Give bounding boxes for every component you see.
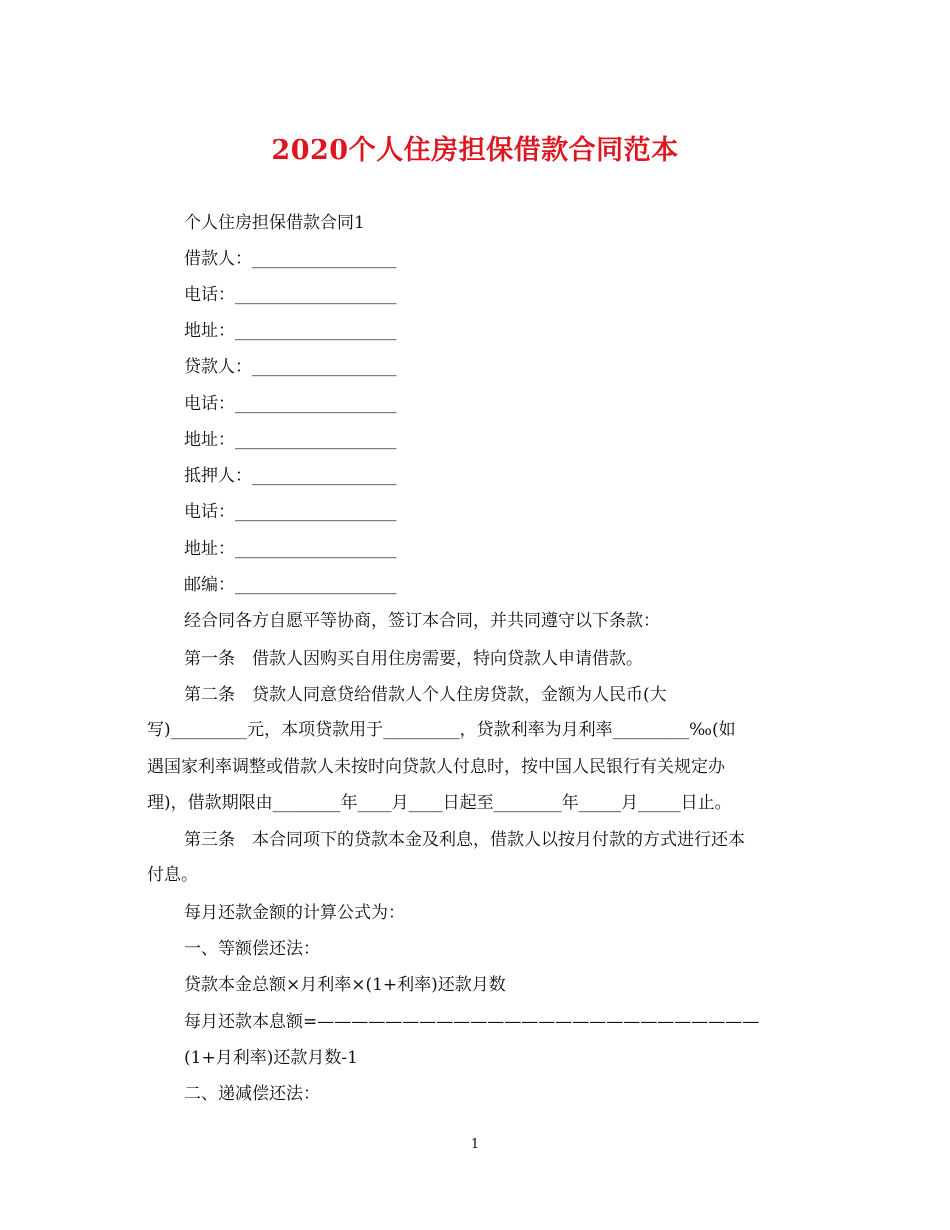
formula-intro: 每月还款金额的计算公式为： — [184, 903, 405, 923]
article-one: 第一条 借款人因购买自用住房需要，特向贷款人申请借款。 — [184, 649, 643, 669]
borrower-phone-field: 电话：___________________ — [184, 285, 397, 305]
method-two-heading: 二、递减偿还法： — [184, 1084, 320, 1104]
preamble-paragraph: 经合同各方自愿平等协商，签订本合同，并共同遵守以下条款： — [184, 611, 660, 631]
article-three-line-2: 付息。 — [147, 865, 198, 885]
mortgagor-field: 抵押人：_________________ — [184, 466, 397, 486]
lender-field: 贷款人：_________________ — [184, 357, 397, 377]
mortgagor-phone-field: 电话：___________________ — [184, 502, 397, 522]
formula-fraction-line: 每月还款本息额=—————————————————————————— — [184, 1012, 760, 1032]
formula-numerator: 贷款本金总额×月利率×(1+利率)还款月数 — [184, 975, 506, 995]
page-number: 1 — [470, 1137, 480, 1152]
method-one-heading: 一、等额偿还法： — [184, 939, 320, 959]
lender-address-field: 地址：___________________ — [184, 430, 397, 450]
postcode-field: 邮编：___________________ — [184, 575, 397, 595]
contract-subtitle: 个人住房担保借款合同1 — [184, 213, 365, 233]
formula-denominator: (1+月利率)还款月数-1 — [184, 1048, 358, 1068]
borrower-address-field: 地址：___________________ — [184, 321, 397, 341]
article-two-line-1: 第二条 贷款人同意贷给借款人个人住房贷款，金额为人民币(大 — [184, 685, 667, 705]
article-two-line-4: 理)，借款期限由________年____月____日起至________年_____月_____日止。 — [147, 793, 732, 813]
document-title: 2020个人住房担保借款合同范本 — [271, 135, 679, 166]
article-two-line-2: 写)_________元，本项贷款用于_________，贷款利率为月利率_________‰(如 — [147, 720, 736, 740]
mortgagor-address-field: 地址：___________________ — [184, 539, 397, 559]
lender-phone-field: 电话：___________________ — [184, 394, 397, 414]
article-three-line-1: 第三条 本合同项下的贷款本金及利息，借款人以按月付款的方式进行还本 — [184, 830, 745, 850]
borrower-field: 借款人：_________________ — [184, 249, 397, 269]
article-two-line-3: 遇国家利率调整或借款人未按时向贷款人付息时，按中国人民银行有关规定办 — [147, 757, 725, 777]
